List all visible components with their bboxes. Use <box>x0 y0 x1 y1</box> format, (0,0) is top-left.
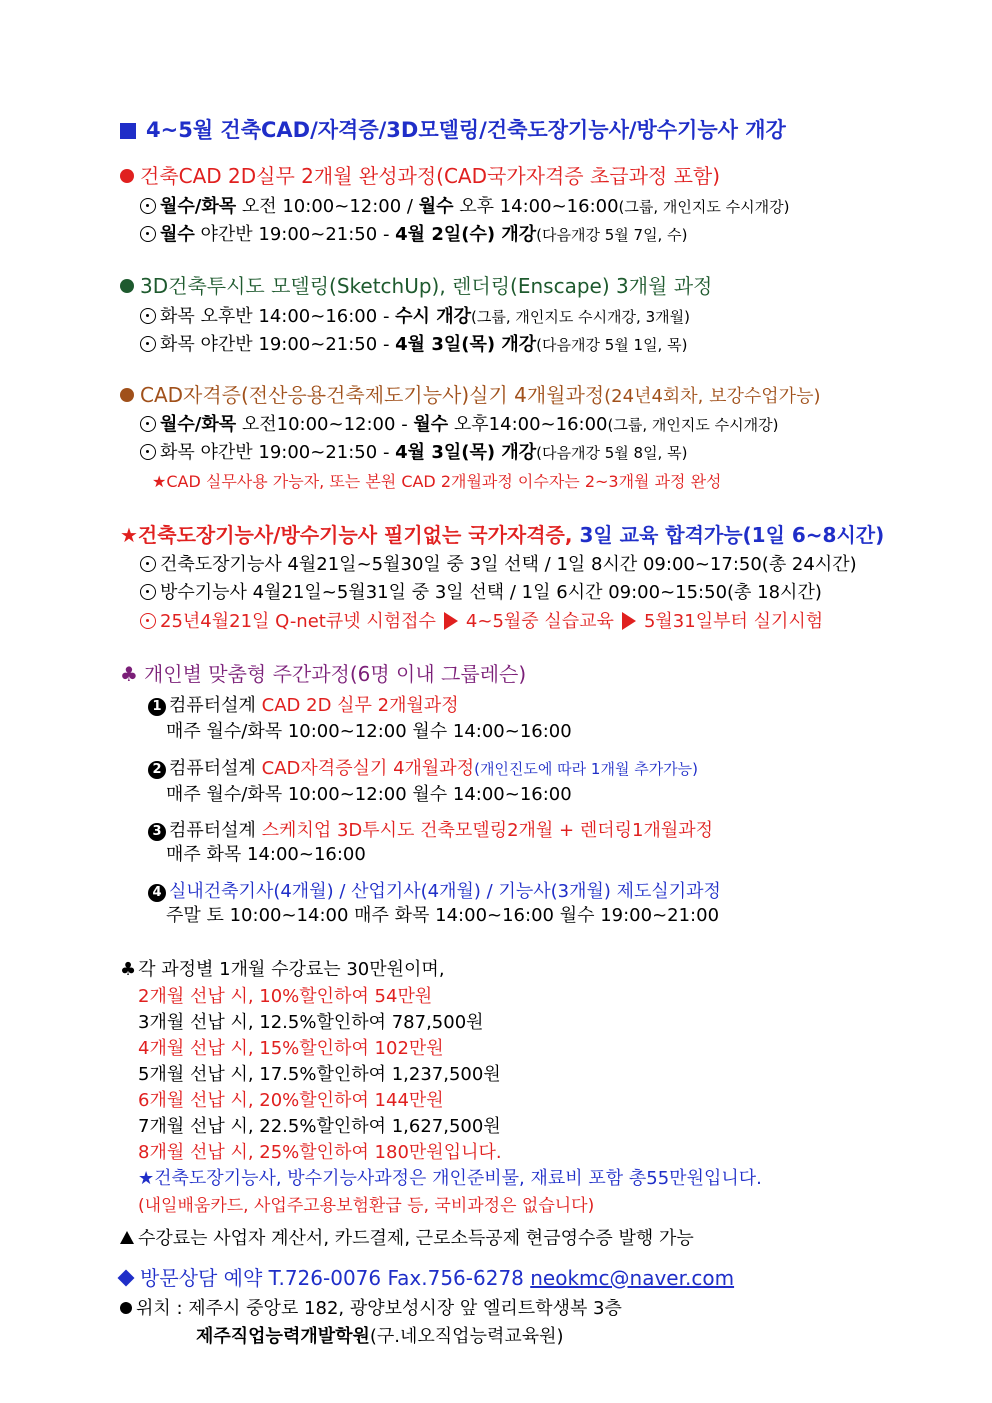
fee-row: 8개월 선납 시, 25%할인하여 180만원입니다. <box>138 1142 502 1163</box>
section1-line2: 월수 야간반 19:00~21:50 - 4월 2일(수) 개강(다음개강 5월 7일, 수) <box>140 226 687 244</box>
section1-heading: 건축CAD 2D실무 2개월 완성과정(CAD국가자격증 초급과정 포함) <box>120 166 720 186</box>
club-icon: ♣ <box>120 662 138 686</box>
fee-receipt: 수강료는 사업자 계산서, 카드결제, 근로소득공제 현금영수증 발행 가능 <box>120 1230 694 1248</box>
section3-note: ★CAD 실무사용 가능자, 또는 본원 CAD 2개월과정 이수자는 2~3개월 과정 완성 <box>152 472 722 491</box>
contact-line: 방문상담 예약 T.726-0076 Fax.756-6278 neokmc@naver.com <box>120 1268 734 1288</box>
number-badge-icon: 4 <box>148 884 166 902</box>
fee-note: (내일배움카드, 사업주고용보험환급 등, 국비과정은 없습니다) <box>138 1196 595 1216</box>
fee-special: ★건축도장기능사, 방수기능사과정은 개인준비물, 재료비 포함 총55만원입니다. <box>138 1168 762 1189</box>
section4-line3: 25년4월21일 Q-net큐넷 시험접수 4~5월중 실습교육 5월31일부터 실기시험 <box>140 612 823 631</box>
club-icon: ♣ <box>120 959 137 980</box>
circle-dot-icon <box>140 613 156 629</box>
course4-title: 4 실내건축기사(4개월) / 산업기사(4개월) / 기능사(3개월) 제도실기과정 <box>148 883 721 902</box>
fee-intro: ♣ 각 과정별 1개월 수강료는 30만원이며, <box>120 959 445 980</box>
section2-line1: 화목 오후반 14:00~16:00 - 수시 개강(그룹, 개인지도 수시개강, 3개월) <box>140 308 690 326</box>
number-badge-icon: 1 <box>148 698 166 716</box>
course2-title: 2 컴퓨터설계 CAD자격증실기 4개월과정(개인진도에 따라 1개월 추가가능) <box>148 760 698 779</box>
circle-dot-icon <box>140 336 156 352</box>
section5-heading: ♣ 개인별 맞춤형 주간과정(6명 이내 그룹레슨) <box>120 662 527 686</box>
section4-line1: 건축도장기능사 4월21일~5월30일 중 3일 선택 / 1일 8시간 09:00~17:50(총 24시간) <box>140 556 857 574</box>
fee-row: 4개월 선납 시, 15%할인하여 102만원 <box>138 1038 444 1059</box>
arrow-right-icon <box>444 612 458 630</box>
section1-line1: 월수/화목 오전 10:00~12:00 / 월수 오후 14:00~16:00(그룹, 개인지도 수시개강) <box>140 198 789 216</box>
arrow-right-icon <box>622 612 636 630</box>
green-dot-icon <box>120 279 134 293</box>
section3-line1: 월수/화목 오전10:00~12:00 - 월수 오후14:00~16:00(그룹, 개인지도 수시개강) <box>140 416 778 434</box>
number-badge-icon: 2 <box>148 761 166 779</box>
section2-line2: 화목 야간반 19:00~21:50 - 4월 3일(목) 개강(다음개강 5월 1일, 목) <box>140 336 687 354</box>
course3-title: 3 컴퓨터설계 스케치업 3D투시도 건축모델링2개월 + 렌더링1개월과정 <box>148 822 713 841</box>
circle-dot-icon <box>140 198 156 214</box>
section3-heading: CAD자격증(전산응용건축제도기능사)실기 4개월과정(24년4회차, 보강수업가능) <box>120 385 820 406</box>
org-name: 제주직업능력개발학원(구.네오직업능력교육원) <box>196 1326 564 1347</box>
course2-time: 매주 월수/화목 10:00~12:00 월수 14:00~16:00 <box>166 784 572 805</box>
blue-square-icon <box>120 123 136 139</box>
red-dot-icon <box>120 169 134 183</box>
section4-heading: ★건축도장기능사/방수기능사 필기없는 국가자격증, 3일 교육 합격가능(1일 6~8시간) <box>120 523 885 547</box>
fee-row: 2개월 선납 시, 10%할인하여 54만원 <box>138 986 433 1007</box>
triangle-icon <box>120 1231 134 1244</box>
section2-heading: 3D건축투시도 모델링(SketchUp), 렌더링(Enscape) 3개월 과정 <box>120 276 712 296</box>
fee-row: 5개월 선납 시, 17.5%할인하여 1,237,500원 <box>138 1064 501 1085</box>
circle-dot-icon <box>140 584 156 600</box>
fee-row: 3개월 선납 시, 12.5%할인하여 787,500원 <box>138 1012 484 1033</box>
course1-time: 매주 월수/화목 10:00~12:00 월수 14:00~16:00 <box>166 721 572 742</box>
number-badge-icon: 3 <box>148 823 166 841</box>
circle-dot-icon <box>140 308 156 324</box>
course1-title: 1 컴퓨터설계 CAD 2D 실무 2개월과정 <box>148 697 459 716</box>
course4-time: 주말 토 10:00~14:00 매주 화목 14:00~16:00 월수 19:00~21:00 <box>166 905 720 926</box>
fee-row: 7개월 선납 시, 22.5%할인하여 1,627,500원 <box>138 1116 501 1137</box>
section4-line2: 방수기능사 4월21일~5월31일 중 3일 선택 / 1일 6시간 09:00~15:50(총 18시간) <box>140 584 822 602</box>
location-line: 위치 : 제주시 중앙로 182, 광양보성시장 앞 엘리트학생복 3층 <box>120 1300 622 1318</box>
section3-line2: 화목 야간반 19:00~21:50 - 4월 3일(목) 개강(다음개강 5월 8일, 목) <box>140 444 687 462</box>
circle-dot-icon <box>140 416 156 432</box>
page-title: 4~5월 건축CAD/자격증/3D모델링/건축도장기능사/방수기능사 개강 <box>120 120 786 141</box>
email-link[interactable]: neokmc@naver.com <box>530 1266 735 1290</box>
circle-dot-icon <box>140 556 156 572</box>
diamond-icon <box>118 1270 135 1287</box>
course3-time: 매주 화목 14:00~16:00 <box>166 844 366 865</box>
brown-dot-icon <box>120 388 134 402</box>
circle-dot-icon <box>140 226 156 242</box>
fee-row: 6개월 선납 시, 20%할인하여 144만원 <box>138 1090 444 1111</box>
black-dot-icon <box>120 1302 132 1314</box>
circle-dot-icon <box>140 444 156 460</box>
